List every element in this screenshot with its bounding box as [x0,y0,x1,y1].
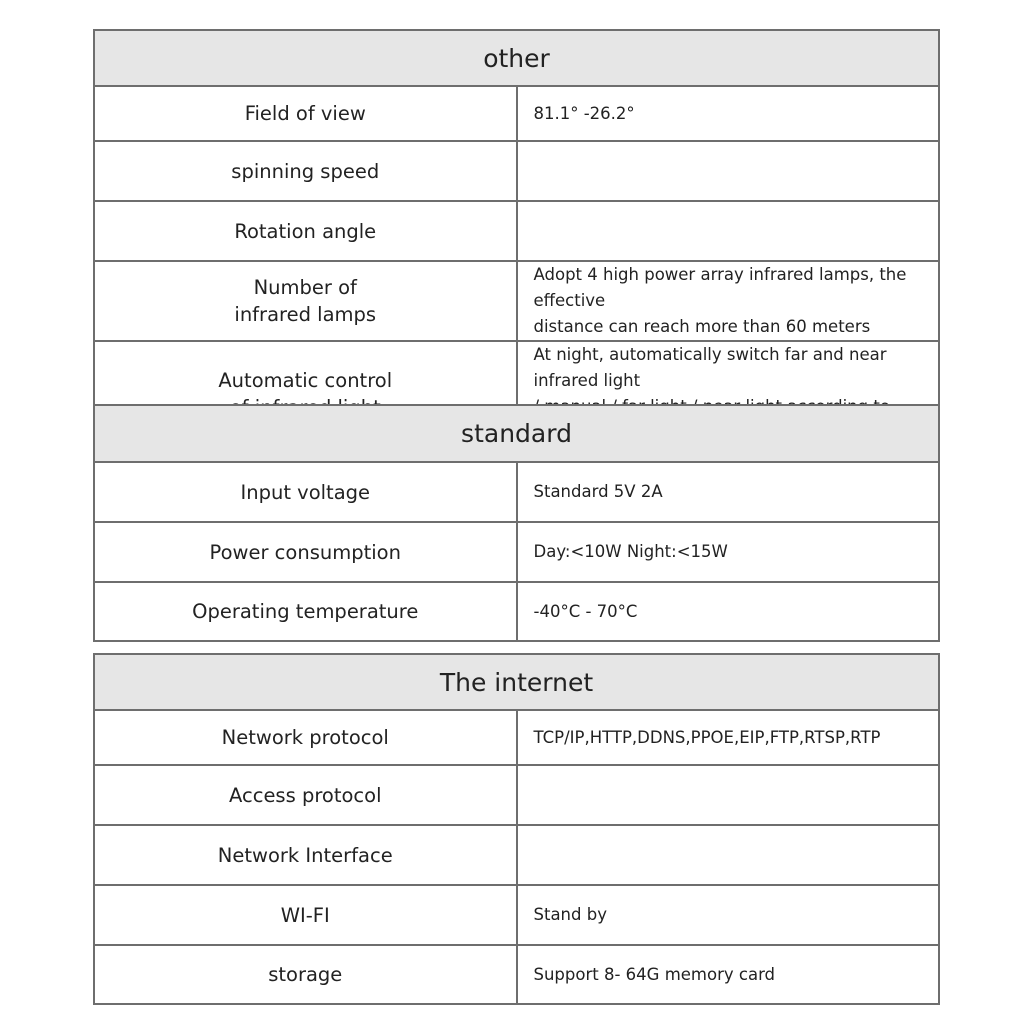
row-label: Network protocol [94,710,517,765]
table-row [94,201,939,261]
row-label: Rotation angle [94,201,517,261]
row-value [517,201,940,261]
row-value: TCP/IP,HTTP,DDNS,PPOE,EIP,FTP,RTSP,RTP [517,710,940,765]
row-label-line: Automatic control [218,369,393,392]
section-header-row [94,405,939,462]
table-row [94,945,939,1004]
row-value: Standard 5V 2A [517,462,940,522]
table-row [94,462,939,522]
row-value: 81.1° -26.2° [517,86,940,141]
table-row [94,582,939,641]
row-label: Input voltage [94,462,517,522]
row-value-line: distance can reach more than 60 meters [533,317,871,336]
row-value [517,141,940,201]
table-row [94,522,939,582]
section-title: The internet [94,654,939,710]
row-label: Network Interface [94,825,517,885]
table-row [94,261,939,341]
table-row [94,765,939,825]
table-row [94,141,939,201]
row-label-line: Number of [253,276,357,299]
table-row [94,86,939,141]
section-header-row [94,30,939,86]
row-value-line: Adopt 4 high power array infrared lamps, the effective [533,265,907,310]
row-value [517,765,940,825]
row-value [517,825,940,885]
table-row [94,885,939,945]
row-value [517,261,940,341]
table-row [94,825,939,885]
row-value: Support 8- 64G memory card [517,945,940,1004]
section-title: other [94,30,939,86]
row-value-line: At night, automatically switch far and near infrared light [533,345,887,390]
spec-table-standard [93,404,940,642]
spec-table-internet [93,653,940,1005]
table-row [94,710,939,765]
row-label: Access protocol [94,765,517,825]
row-label: Power consumption [94,522,517,582]
spec-table-other [93,29,940,448]
row-label: Operating temperature [94,582,517,641]
row-label: spinning speed [94,141,517,201]
row-value: Day:<10W Night:<15W [517,522,940,582]
row-label [94,261,517,341]
row-label: storage [94,945,517,1004]
row-label: WI-FI [94,885,517,945]
row-value: -40°C - 70°C [517,582,940,641]
section-title: standard [94,405,939,462]
row-label-line: infrared lamps [234,303,377,326]
section-header-row [94,654,939,710]
row-label: Field of view [94,86,517,141]
row-value: Stand by [517,885,940,945]
